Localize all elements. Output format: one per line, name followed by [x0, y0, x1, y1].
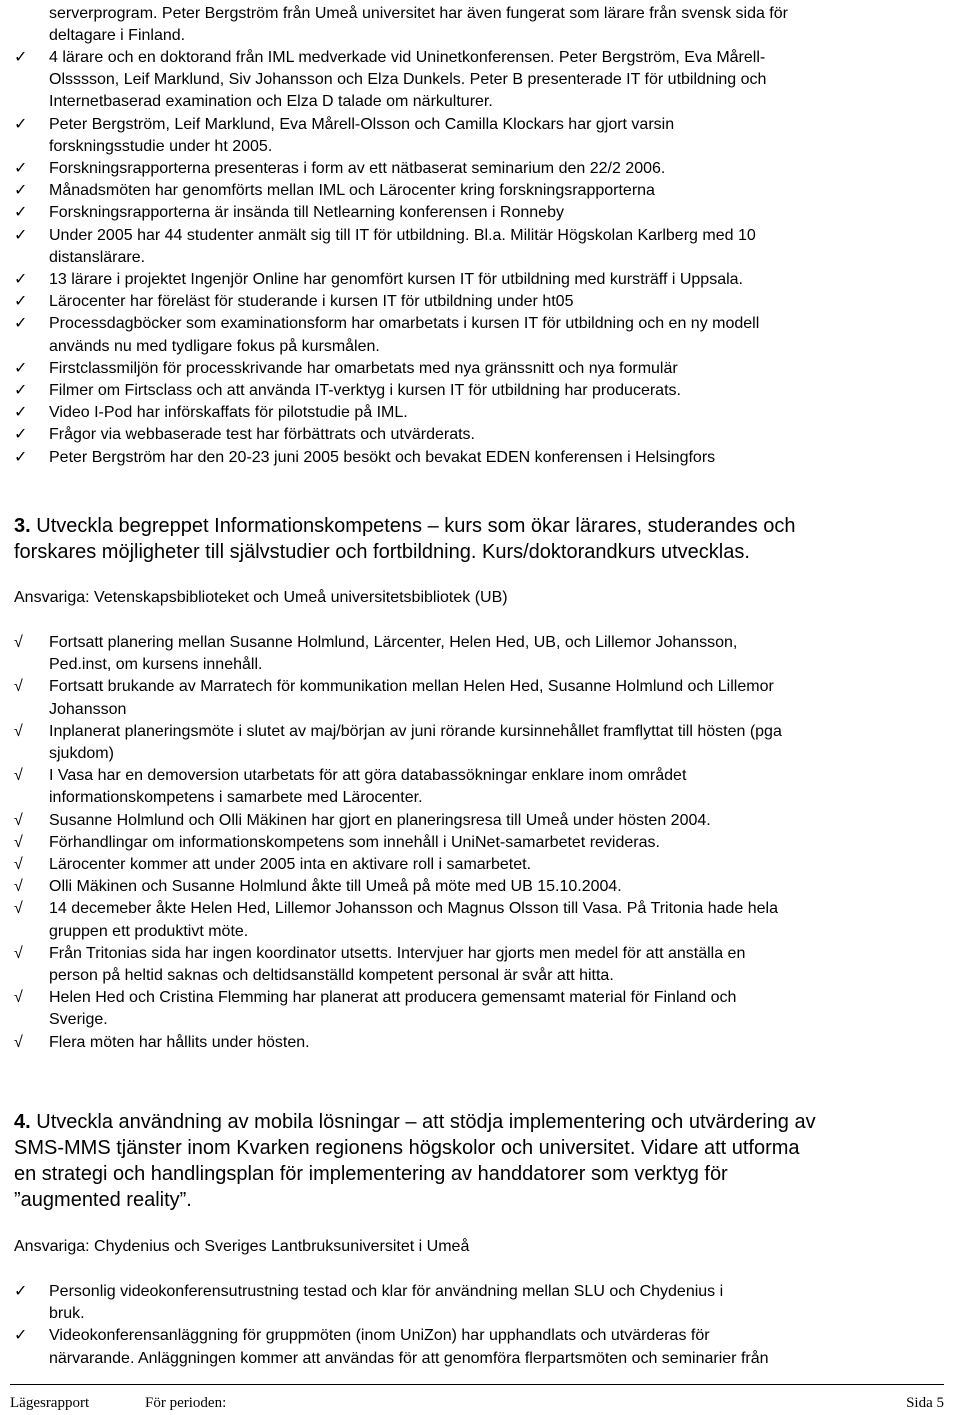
list-item — [14, 832, 944, 854]
list-item-text: Forskningsrapporterna är insända till Netlearning konferensen i Ronneby — [49, 204, 564, 222]
top-continuation — [14, 3, 944, 47]
checkmark-icon: ✓ — [14, 160, 28, 178]
list-item-text: Peter Bergström, Leif Marklund, Eva Mårell-Olsson och Camilla Klockars har gjort varsin — [49, 115, 675, 133]
section-3-list — [14, 632, 944, 1054]
list-item-text: Lärocenter har föreläst för studerande i kursen IT för utbildning under ht05 — [49, 293, 574, 311]
check-root-icon: √ — [14, 856, 23, 874]
section-4-heading-line-4: ”augmented reality”. — [14, 1189, 192, 1211]
list-item — [14, 898, 944, 942]
section-4-heading-line-2: SMS-MMS tjänster inom Kvarken regionens högskolor och universitet. Vidare att utforma — [14, 1137, 800, 1159]
checkmark-icon: ✓ — [14, 204, 28, 222]
section-3-number: 3. — [14, 515, 31, 537]
list-item-text: Firstclassmiljön för processkrivande har omarbetats med nya gränssnitt och nya formulär — [49, 359, 678, 377]
list-item — [14, 876, 944, 898]
list-item-text: Lärocenter kommer att under 2005 inta en aktivare roll i samarbetet. — [49, 856, 532, 874]
checkmark-icon: ✓ — [14, 115, 28, 133]
list-item-text: Processdagböcker som examinationsform har omarbetats i kursen IT för utbildning och en ny modell — [49, 315, 760, 333]
list-item-text: 14 decemeber åkte Helen Hed, Lillemor Johansson och Magnus Olsson till Vasa. På Tritonia hade hela — [49, 900, 779, 918]
list-item — [14, 676, 944, 720]
list-item-text: 13 lärare i projektet Ingenjör Online har genomfört kursen IT för utbildning med kursträff i Uppsala. — [49, 271, 743, 289]
checkmark-icon: ✓ — [14, 315, 28, 333]
list-item-text: Internetbaserad examination och Elza D talade om närkulturer. — [49, 93, 493, 111]
checkmark-icon: ✓ — [14, 359, 28, 377]
list-item — [14, 269, 944, 291]
list-item — [14, 632, 944, 676]
checkmark-icon: ✓ — [14, 49, 28, 66]
list-item-text: används nu med tydligare fokus på kursmålen. — [49, 337, 380, 355]
list-item-text: forskningsstudie under ht 2005. — [49, 137, 273, 155]
list-item-text: Under 2005 har 44 studenter anmält sig till IT för utbildning. Bl.a. Militär Högskolan Karlberg med 10 — [49, 226, 756, 244]
check-root-icon: √ — [14, 634, 23, 651]
section-4-heading — [14, 1109, 944, 1213]
check-root-icon: √ — [14, 811, 23, 829]
checkmark-icon: ✓ — [14, 1327, 28, 1345]
checkmark-icon: ✓ — [14, 293, 28, 311]
section-4-responsible: Ansvariga: Chydenius och Sveriges Lantbruksuniversitet i Umeå — [14, 1238, 470, 1255]
check-root-icon: √ — [14, 900, 23, 918]
list-item-text: Olsssson, Leif Marklund, Siv Johansson och Elza Dunkels. Peter B presenterade IT för utbildning och — [49, 71, 767, 89]
checkmark-icon: ✓ — [14, 448, 28, 466]
list-item — [14, 1325, 944, 1369]
list-item-text: Månadsmöten har genomförts mellan IML och Lärocenter kring forskningsrapporterna — [49, 182, 655, 200]
continuation-line-1: serverprogram. Peter Bergström från Umeå universitet har även fungerat som lärare från svensk sida för — [49, 5, 788, 22]
section-3-heading-line-1: Utveckla begreppet Informationskompetens – kurs som ökar lärares, studerandes och — [36, 515, 796, 537]
checkmark-icon: ✓ — [14, 426, 28, 444]
list-item — [14, 721, 944, 765]
list-item — [14, 1281, 944, 1325]
list-item-text: informationskompetens i samarbete med Lärocenter. — [49, 789, 423, 807]
list-item — [14, 424, 944, 446]
section-3 — [14, 513, 944, 1054]
section-3-heading — [14, 513, 944, 565]
section-4 — [14, 1109, 944, 1370]
section-3-heading-line-2: forskares möjligheter till självstudier och fortbildning. Kurs/doktorandkurs utvecklas. — [14, 541, 750, 563]
list-item — [14, 1032, 944, 1054]
checkmark-icon: ✓ — [14, 182, 28, 200]
check-root-icon: √ — [14, 944, 23, 962]
list-item — [14, 158, 944, 180]
list-item-text: närvarande. Anläggningen kommer att användas för att genomföra flerpartsmöten och seminarier från — [49, 1349, 769, 1367]
checkmark-icon: ✓ — [14, 382, 28, 400]
list-item-text: Inplanerat planeringsmöte i slutet av maj/början av juni rörande kursinnehållet framflyttat till hösten (pga — [49, 722, 782, 740]
list-item-text: Fortsatt planering mellan Susanne Holmlund, Lärcenter, Helen Hed, UB, och Lillemor Johansson, — [49, 634, 738, 651]
checkmark-icon: ✓ — [14, 226, 28, 244]
list-item — [14, 447, 944, 469]
check-root-icon: √ — [14, 833, 23, 851]
checkmark-icon: ✓ — [14, 1283, 28, 1300]
list-item-text: person på heltid saknas och deltidsanställd kompetent personal är svår att hitta. — [49, 967, 614, 985]
list-item — [14, 180, 944, 202]
list-item — [14, 854, 944, 876]
list-item — [14, 380, 944, 402]
list-item-text: gruppen ett produktivt möte. — [49, 922, 249, 940]
list-item-text: Helen Hed och Cristina Flemming har planerat att producera gemensamt material för Finland och — [49, 989, 737, 1007]
list-item-text: Video I-Pod har införskaffats för pilotstudie på IML. — [49, 404, 408, 422]
list-item — [14, 943, 944, 987]
check-root-icon: √ — [14, 989, 23, 1007]
list-item-text: Filmer om Firtsclass och att använda IT-verktyg i kursen IT för utbildning har producerats. — [49, 382, 681, 400]
list-item — [14, 47, 944, 114]
list-item-text: Forskningsrapporterna presenteras i form av ett nätbaserat seminarium den 22/2 2006. — [49, 160, 666, 178]
list-item-text: Ped.inst, om kursens innehåll. — [49, 656, 263, 674]
list-item-text: distanslärare. — [49, 248, 146, 266]
top-checklist — [14, 47, 944, 469]
list-item — [14, 402, 944, 424]
check-root-icon: √ — [14, 722, 23, 740]
continuation-line-2: deltagare i Finland. — [49, 27, 186, 45]
section-4-number: 4. — [14, 1111, 31, 1133]
footer-report-label: Lägesrapport — [10, 1395, 90, 1411]
list-item — [14, 987, 944, 1031]
list-item-text: Förhandlingar om informationskompetens som innehåll i UniNet-samarbetet revideras. — [49, 833, 660, 851]
check-root-icon: √ — [14, 878, 23, 896]
list-item-text: Peter Bergström har den 20-23 juni 2005 besökt och bevakat EDEN konferensen i Helsingfors — [49, 448, 716, 466]
list-item-text: Susanne Holmlund och Olli Mäkinen har gjort en planeringsresa till Umeå under hösten 2004. — [49, 811, 711, 829]
list-item-text: bruk. — [49, 1305, 85, 1323]
list-item — [14, 810, 944, 832]
section-3-responsible: Ansvariga: Vetenskapsbiblioteket och Umeå universitetsbibliotek (UB) — [14, 589, 508, 606]
section-4-list — [14, 1281, 944, 1370]
list-item — [14, 225, 944, 269]
page-footer — [10, 1384, 944, 1411]
check-root-icon: √ — [14, 1033, 23, 1051]
check-root-icon: √ — [14, 678, 23, 696]
checkmark-icon: ✓ — [14, 404, 28, 422]
list-item-text: Flera möten har hållits under hösten. — [49, 1033, 310, 1051]
list-item-text: Olli Mäkinen och Susanne Holmlund åkte till Umeå på möte med UB 15.10.2004. — [49, 878, 622, 896]
list-item-text: Sverige. — [49, 1011, 108, 1029]
footer-period-label: För perioden: — [145, 1395, 227, 1411]
list-item-text: Från Tritonias sida har ingen koordinator utsetts. Intervjuer har gjorts men medel för att anställa en — [49, 944, 746, 962]
list-item-text: Johansson — [49, 700, 127, 718]
list-item — [14, 114, 944, 158]
list-item-text: Frågor via webbaserade test har förbättrats och utvärderats. — [49, 426, 475, 444]
list-item — [14, 313, 944, 357]
footer-page-number: Sida 5 — [906, 1395, 944, 1411]
list-item-text: Personlig videokonferensutrustning testad och klar för användning mellan SLU och Chydenius i — [49, 1283, 724, 1300]
check-root-icon: √ — [14, 767, 23, 785]
list-item — [14, 358, 944, 380]
list-item-text: sjukdom) — [49, 745, 114, 763]
checkmark-icon: ✓ — [14, 271, 28, 289]
list-item-text: I Vasa har en demoversion utarbetats för att göra databassökningar enklare inom området — [49, 767, 687, 785]
list-item-text: 4 lärare och en doktorand från IML medverkade vid Uninetkonferensen. Peter Bergström, Eva Mårell- — [49, 49, 766, 66]
list-item — [14, 202, 944, 224]
list-item — [14, 765, 944, 809]
list-item-text: Fortsatt brukande av Marratech för kommunikation mellan Helen Hed, Susanne Holmlund och Lillemor — [49, 678, 774, 696]
section-4-heading-line-1: Utveckla användning av mobila lösningar – att stödja implementering och utvärdering av — [36, 1111, 816, 1133]
section-4-heading-line-3: en strategi och handlingsplan för implementering av handdatorer som verktyg för — [14, 1163, 728, 1185]
list-item — [14, 291, 944, 313]
list-item-text: Videokonferensanläggning för gruppmöten (inom UniZon) har upphandlats och utvärderas för — [49, 1327, 710, 1345]
